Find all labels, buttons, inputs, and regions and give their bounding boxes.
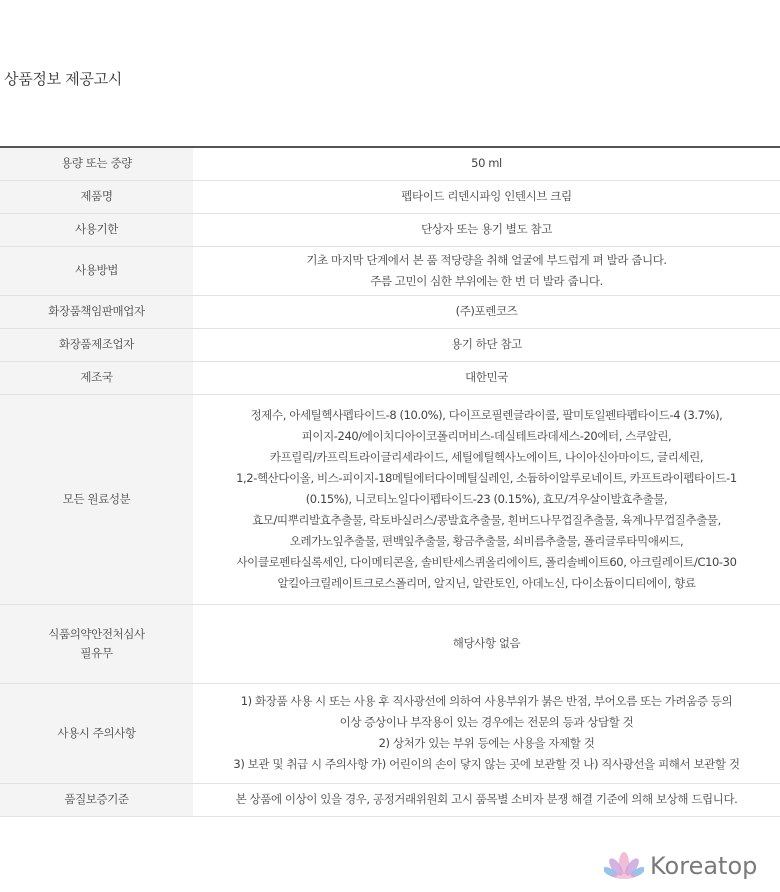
row-label-ingredients: 모든 원료성분 <box>0 394 193 604</box>
table-row <box>0 180 780 213</box>
row-label-seller: 화장품책임판매업자 <box>0 295 193 328</box>
row-value-precautions: 1) 화장품 사용 시 또는 사용 후 직사광선에 의하여 사용부위가 붉은 반점, 부어오름 또는 가려움증 등의 이상 증상이나 부작용이 있는 경우에는 전문의 등과 상담할 것 2) 상처가 있는 부위 등에는 사용을 자제할 것 3) 보관 및 취급 시 주의사항 가) 어린이의 손이 닿지 않는 곳에 보관할 것 나) 직사광선을 피해서 보관할 것 <box>193 683 780 783</box>
row-value-manufacturer: 용기 하단 참고 <box>193 328 780 361</box>
brand-logo <box>604 848 757 884</box>
row-value-quality: 본 상품에 이상이 있을 경우, 공정거래위원회 고시 품목별 소비자 분쟁 해결 기준에 의해 보상해 드립니다. <box>193 783 780 816</box>
row-label-precautions: 사용시 주의사항 <box>0 683 193 783</box>
row-label-manufacturer: 화장품제조업자 <box>0 328 193 361</box>
row-value-ingredients: 정제수, 아세틸헥사펩타이드-8 (10.0%), 다이프로필렌글라이콜, 팔미토일펜타펩타이드-4 (3.7%), 피이지-240/에이치디아이코폴리머비스-데실테트라데세스-20에터, 스쿠알린, 카프릴릭/카프릭트라이글리세라이드, 세틸에틸헥사노에이트, 나이아신아마이드, 글리세린, 1,2-헥산다이올, 비스-피이지-18메틸에터다이메틸실레인, 소듐하이알루로네이트, 카프트라이펩타이드-1 (0.15%), 니코티노일다이펩타이드-23 (0.15%), 효모/겨우살이발효추출물, 효모/띠뿌리발효추출물, 락토바실러스/콩발효추출물, 흰버드나무껍질추출물, 육계나무껍질추출물, 오레가노잎추출물, 편백잎추출물, 황금추출물, 쇠비름추출물, 폴리글루타믹애씨드, 사이클로펜타실록세인, 다이메티콘올, 솔비탄세스퀴올리에이트, 폴리솔베이트60, 아크릴레이트/C10-30 알킬아크릴레이트크로스폴리머, 알지닌, 알란토인, 아데노신, 다이소듐이디티에이, 향료 <box>193 394 780 604</box>
table-row <box>0 295 780 328</box>
row-value-product-name: 펩타이드 리덴시파잉 인텐시브 크림 <box>193 180 780 213</box>
row-label-mfds-review: 식품의약안전처심사 필유무 <box>0 604 193 683</box>
table-row <box>0 246 780 295</box>
row-label-country: 제조국 <box>0 361 193 394</box>
table-row <box>0 394 780 604</box>
row-value-volume: 50 ml <box>193 147 780 180</box>
row-value-seller: (주)포렌코즈 <box>193 295 780 328</box>
lotus-icon <box>604 851 644 881</box>
table-row <box>0 328 780 361</box>
table-row <box>0 604 780 683</box>
row-label-volume: 용량 또는 중량 <box>0 147 193 180</box>
product-info-table <box>0 146 780 817</box>
row-label-usage: 사용방법 <box>0 246 193 295</box>
table-row <box>0 147 780 180</box>
row-value-expiry: 단상자 또는 용기 별도 참고 <box>193 213 780 246</box>
row-label-expiry: 사용기한 <box>0 213 193 246</box>
page-title: 상품정보 제공고시 <box>4 70 122 88</box>
table-row <box>0 361 780 394</box>
logo-text: Koreatop <box>650 852 758 880</box>
row-value-country: 대한민국 <box>193 361 780 394</box>
table-row <box>0 683 780 783</box>
table-row <box>0 783 780 816</box>
row-label-quality: 품질보증기준 <box>0 783 193 816</box>
table-row <box>0 213 780 246</box>
row-value-mfds-review: 해당사항 없음 <box>193 604 780 683</box>
row-value-usage: 기초 마지막 단계에서 본 품 적당량을 취해 얼굴에 부드럽게 펴 발라 줍니다. 주름 고민이 심한 부위에는 한 번 더 발라 줍니다. <box>193 246 780 295</box>
row-label-product-name: 제품명 <box>0 180 193 213</box>
